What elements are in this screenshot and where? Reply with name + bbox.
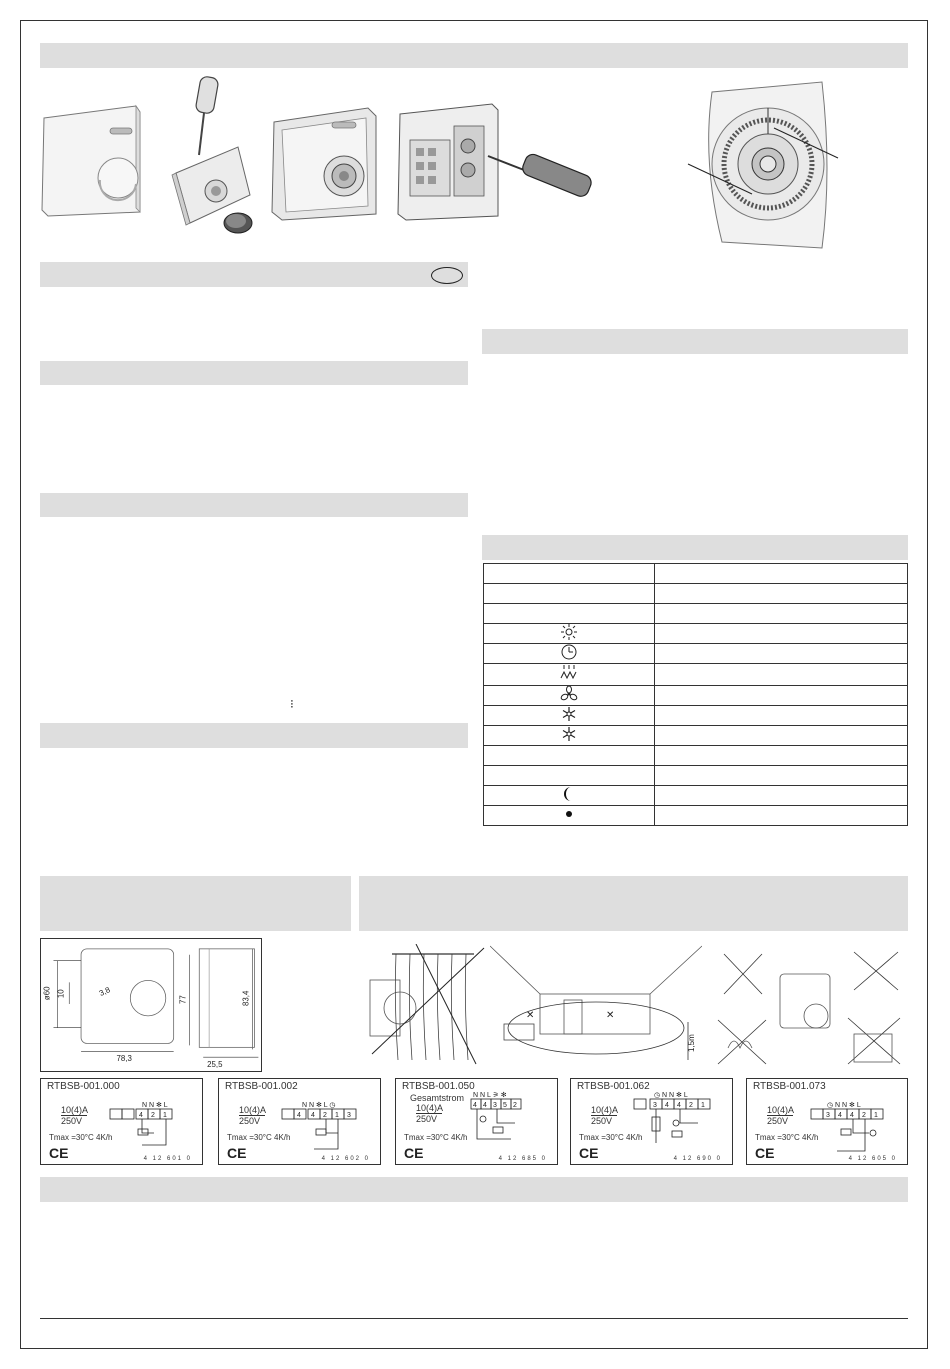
dim-25-5: 25,5 — [207, 1060, 223, 1070]
marker-x-left: ✕ — [526, 1010, 535, 1021]
label-tmax: Tmax =30°C 4K/h — [579, 1133, 643, 1142]
label-rating: 10(4)A 250V — [416, 1103, 444, 1124]
mounting-dont-illustration — [708, 944, 908, 1068]
svg-text:N N ✻ L: N N ✻ L — [142, 1102, 168, 1109]
svg-text:4: 4 — [311, 1112, 315, 1119]
table-row — [484, 746, 908, 766]
svg-text:4: 4 — [838, 1112, 842, 1119]
dim-diameter-60: ø60 — [42, 986, 52, 1001]
label-rating: 10(4)A 250V — [767, 1105, 795, 1126]
ce-mark: CE — [49, 1145, 69, 1161]
table-row — [484, 664, 908, 686]
label-model: RTBSB-001.000 — [47, 1081, 120, 1092]
dim-10: 10 — [56, 989, 66, 999]
wiring-label-001-050 — [395, 1078, 558, 1165]
clock-icon — [560, 644, 578, 660]
snowflake-icon — [560, 726, 578, 742]
svg-text:4: 4 — [139, 1112, 143, 1119]
table-row — [484, 584, 908, 604]
ce-mark: CE — [755, 1145, 775, 1161]
section-bar-left-3 — [40, 493, 468, 517]
svg-text:2: 2 — [513, 1102, 517, 1109]
table-row — [484, 706, 908, 726]
wiring-scheme — [102, 1099, 198, 1161]
wiring-label-001-073 — [746, 1078, 908, 1165]
svg-text:N N L ⚞ ✻: N N L ⚞ ✻ — [473, 1092, 507, 1099]
svg-text:2: 2 — [323, 1112, 327, 1119]
dim-1-5m: 1,5m — [687, 1034, 696, 1052]
dim-77: 77 — [178, 995, 188, 1005]
thermostat-open-illustration — [268, 100, 382, 224]
svg-text:1: 1 — [163, 1112, 167, 1119]
svg-text:1: 1 — [701, 1102, 705, 1109]
table-row — [484, 726, 908, 746]
svg-text:4: 4 — [665, 1102, 669, 1109]
dots-symbol: ⁝ — [290, 697, 294, 711]
mounting-room-illustration — [490, 944, 702, 1068]
snowflake-icon — [560, 706, 578, 722]
svg-text:1: 1 — [874, 1112, 878, 1119]
dimension-drawing — [40, 938, 262, 1072]
label-total-current: Gesamtstrom — [410, 1093, 465, 1103]
svg-text:N N ✻ L ◷: N N ✻ L ◷ — [302, 1102, 336, 1109]
svg-text:3: 3 — [826, 1112, 830, 1119]
label-model: RTBSB-001.002 — [225, 1081, 298, 1092]
section-bar-left-4 — [40, 723, 468, 748]
svg-text:5: 5 — [503, 1102, 507, 1109]
ce-mark: CE — [227, 1145, 247, 1161]
label-model: RTBSB-001.050 — [402, 1081, 475, 1092]
label-rating: 10(4)A 250V — [239, 1105, 267, 1126]
dim-3-8: 3,8 — [97, 985, 112, 998]
thermostat-front-illustration — [40, 100, 144, 218]
cover-removal-screwdriver-illustration — [166, 75, 258, 235]
section-bar-mounting — [359, 876, 908, 931]
svg-text:4: 4 — [297, 1112, 301, 1119]
svg-text:2: 2 — [151, 1112, 155, 1119]
fan-icon — [560, 686, 578, 702]
marker-x-right: ✕ — [606, 1010, 615, 1021]
svg-text:4: 4 — [677, 1102, 681, 1109]
table-row — [484, 686, 908, 706]
table-row — [484, 564, 908, 584]
table-row — [484, 786, 908, 806]
wiring-scheme — [807, 1099, 903, 1161]
wiring-label-001-062 — [570, 1078, 733, 1165]
table-row — [484, 644, 908, 664]
svg-text:4: 4 — [850, 1112, 854, 1119]
svg-text:2: 2 — [862, 1112, 866, 1119]
label-code: 4 12 685 0 — [498, 1156, 547, 1162]
section-bar-top — [40, 43, 908, 68]
svg-text:2: 2 — [689, 1102, 693, 1109]
footer-rule — [40, 1318, 908, 1319]
svg-text:◷ N N ✻ L: ◷ N N ✻ L — [827, 1102, 861, 1109]
base-wiring-screwdriver-illustration — [396, 100, 598, 222]
wiring-label-001-002 — [218, 1078, 381, 1165]
sun-icon — [560, 624, 578, 640]
label-model: RTBSB-001.073 — [753, 1081, 826, 1092]
dim-78-3: 78,3 — [116, 1054, 132, 1064]
wiring-label-001-000 — [40, 1078, 203, 1165]
svg-text:◷ N N ✻ L: ◷ N N ✻ L — [654, 1092, 688, 1099]
label-code: 4 12 601 0 — [143, 1156, 192, 1162]
label-code: 4 12 690 0 — [673, 1156, 722, 1162]
label-rating: 10(4)A 250V — [591, 1105, 619, 1126]
section-bar-left-1 — [40, 262, 468, 287]
section-bar-left-2 — [40, 361, 468, 385]
mounting-curtain-illustration — [366, 944, 490, 1068]
heater-icon — [559, 664, 579, 682]
table-row — [484, 806, 908, 826]
label-tmax: Tmax =30°C 4K/h — [49, 1133, 113, 1142]
section-bar-bottom — [40, 1177, 908, 1202]
dim-83-4: 83,4 — [241, 990, 251, 1006]
svg-text:4: 4 — [483, 1102, 487, 1109]
table-row — [484, 624, 908, 644]
ce-mark: CE — [404, 1145, 424, 1161]
wiring-scheme — [457, 1089, 553, 1151]
table-row — [484, 604, 908, 624]
wiring-scheme — [280, 1099, 376, 1161]
dial-setting-limit-illustration — [682, 72, 842, 252]
label-model: RTBSB-001.062 — [577, 1081, 650, 1092]
table-row — [484, 766, 908, 786]
svg-text:4: 4 — [473, 1102, 477, 1109]
ce-mark: CE — [579, 1145, 599, 1161]
moon-icon — [560, 786, 578, 802]
wiring-scheme — [632, 1089, 728, 1151]
label-rating: 10(4)A 250V — [61, 1105, 89, 1126]
label-tmax: Tmax =30°C 4K/h — [404, 1133, 468, 1142]
label-tmax: Tmax =30°C 4K/h — [227, 1133, 291, 1142]
svg-text:3: 3 — [653, 1102, 657, 1109]
section-bar-dimensions — [40, 876, 351, 931]
language-oval — [431, 267, 463, 284]
label-code: 4 12 605 0 — [848, 1156, 897, 1162]
svg-text:3: 3 — [493, 1102, 497, 1109]
symbol-table — [483, 563, 908, 826]
section-bar-right-2 — [482, 535, 908, 560]
label-code: 4 12 602 0 — [321, 1156, 370, 1162]
label-tmax: Tmax =30°C 4K/h — [755, 1133, 819, 1142]
section-bar-right-1 — [482, 329, 908, 354]
svg-text:1: 1 — [335, 1112, 339, 1119]
dot-icon — [560, 806, 578, 822]
svg-text:3: 3 — [347, 1112, 351, 1119]
